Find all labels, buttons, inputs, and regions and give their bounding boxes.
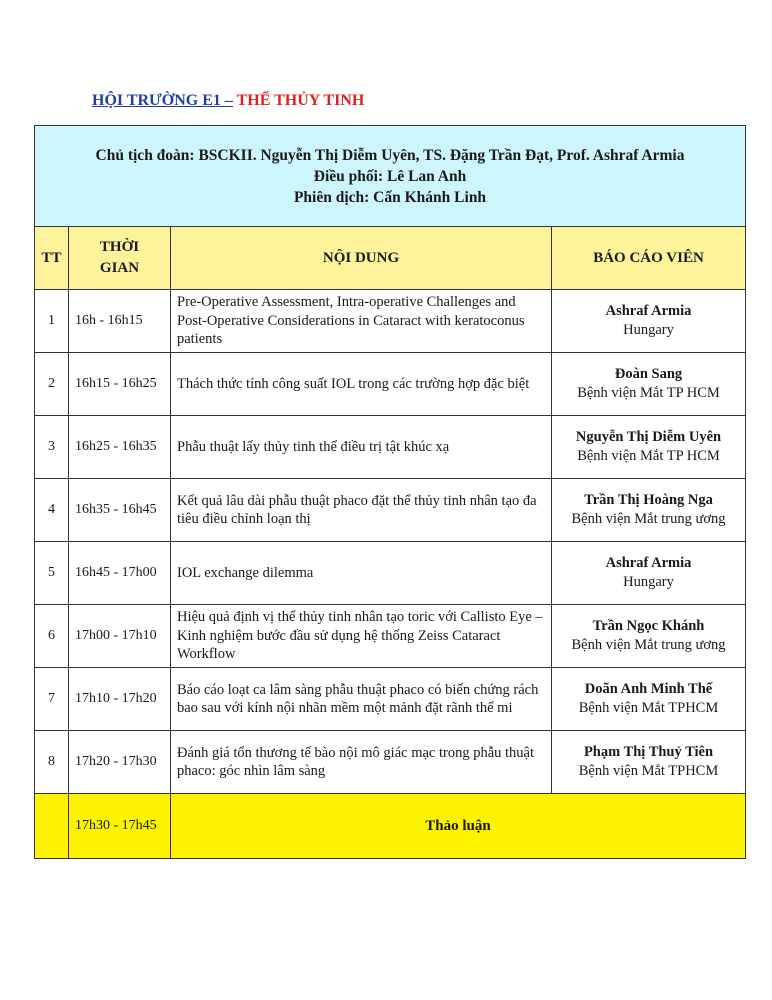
row-time: 16h45 - 17h00 (69, 542, 171, 605)
speaker-name: Trần Thị Hoàng Nga (584, 492, 713, 508)
row-number: 3 (35, 416, 69, 479)
discussion-row (35, 794, 746, 859)
table-row (35, 668, 746, 731)
speaker-organization: Bệnh viện Mắt trung ương (571, 511, 726, 527)
coordinator-line: Điều phối: Lê Lan Anh (313, 167, 467, 185)
row-content: Thách thức tính công suất IOL trong các trường hợp đặc biệt (171, 353, 552, 416)
row-time: 16h - 16h15 (69, 290, 171, 353)
discussion-tt (35, 794, 69, 859)
row-time: 17h10 - 17h20 (69, 668, 171, 731)
discussion-label: Thảo luận (171, 794, 746, 859)
schedule-rows (35, 290, 746, 794)
speaker-organization: Hungary (623, 322, 674, 338)
interpreter-line: Phiên dịch: Cấn Khánh Linh (293, 188, 487, 206)
row-content: Báo cáo loạt ca lâm sàng phẫu thuật phaco có biến chứng rách bao sau với kính nội nhãn mềm một mảnh đặt rãnh thể mi (171, 668, 552, 731)
row-content: Phẫu thuật lấy thủy tinh thể điều trị tật khúc xạ (171, 416, 552, 479)
row-time: 16h35 - 16h45 (69, 479, 171, 542)
chair-panel (35, 126, 746, 227)
speaker-organization: Hungary (623, 574, 674, 590)
row-time: 17h00 - 17h10 (69, 605, 171, 668)
speaker-name: Trần Ngọc Khánh (592, 618, 705, 634)
table-row (35, 731, 746, 794)
row-number: 7 (35, 668, 69, 731)
row-number: 1 (35, 290, 69, 353)
table-row (35, 416, 746, 479)
row-content: Pre-Operative Assessment, Intra-operative Challenges and Post-Operative Considerations in Cataract with keratoconus patients (171, 290, 552, 353)
table-row (35, 605, 746, 668)
speaker-organization: Bệnh viện Mắt TPHCM (578, 763, 719, 779)
discussion-time: 17h30 - 17h45 (69, 794, 171, 859)
row-speaker-cell (552, 668, 746, 731)
row-content: Đánh giá tổn thương tế bào nội mô giác mạc trong phẫu thuật phaco: góc nhìn lâm sàng (171, 731, 552, 794)
header-tt: TT (35, 227, 69, 290)
speaker-name: Đoàn Sang (614, 366, 683, 382)
hall-title-main: HỘI TRƯỜNG E1 – (92, 92, 233, 109)
row-number: 4 (35, 479, 69, 542)
speaker-organization: Bệnh viện Mắt TPHCM (578, 700, 719, 716)
table-row (35, 353, 746, 416)
presidium-line: Chủ tịch đoàn: BSCKII. Nguyễn Thị Diễm Uyên, TS. Đặng Trần Đạt, Prof. Ashraf Armia (95, 146, 685, 164)
header-time-label: THỜI GIAN (99, 239, 140, 276)
row-number: 5 (35, 542, 69, 605)
header-content: NỘI DUNG (171, 227, 552, 290)
speaker-organization: Bệnh viện Mắt TP HCM (577, 448, 720, 464)
table-row (35, 290, 746, 353)
speaker-name: Phạm Thị Thuỷ Tiên (583, 744, 714, 760)
row-number: 2 (35, 353, 69, 416)
hall-title-topic: THỂ THỦY TINH (236, 92, 365, 109)
row-time: 16h15 - 16h25 (69, 353, 171, 416)
row-number: 8 (35, 731, 69, 794)
schedule-table (34, 125, 746, 859)
row-content: Kết quả lâu dài phẫu thuật phaco đặt thể thủy tinh nhân tạo đa tiêu điều chỉnh loạn thị (171, 479, 552, 542)
row-speaker-cell (552, 353, 746, 416)
row-speaker-cell (552, 542, 746, 605)
speaker-name: Doãn Anh Minh Thế (584, 681, 713, 697)
row-speaker-cell (552, 731, 746, 794)
table-row (35, 479, 746, 542)
header-time (69, 227, 171, 290)
speaker-name: Nguyễn Thị Diễm Uyên (575, 429, 722, 445)
speaker-name: Ashraf Armia (605, 303, 692, 319)
row-number: 6 (35, 605, 69, 668)
row-content: Hiệu quả định vị thể thủy tinh nhân tạo toric với Callisto Eye – Kinh nghiệm bước đầu sử dụng hệ thống Zeiss Cataract Workflow (171, 605, 552, 668)
speaker-organization: Bệnh viện Mắt TP HCM (577, 385, 720, 401)
speaker-name: Ashraf Armia (605, 555, 692, 571)
chair-panel-cell (35, 126, 746, 227)
row-speaker-cell (552, 605, 746, 668)
hall-title (92, 92, 364, 110)
row-speaker-cell (552, 416, 746, 479)
row-speaker-cell (552, 290, 746, 353)
table-row (35, 542, 746, 605)
row-time: 16h25 - 16h35 (69, 416, 171, 479)
row-speaker-cell (552, 479, 746, 542)
row-content: IOL exchange dilemma (171, 542, 552, 605)
header-speaker: BÁO CÁO VIÊN (552, 227, 746, 290)
speaker-organization: Bệnh viện Mắt trung ương (571, 637, 726, 653)
row-time: 17h20 - 17h30 (69, 731, 171, 794)
table-header (35, 227, 746, 290)
